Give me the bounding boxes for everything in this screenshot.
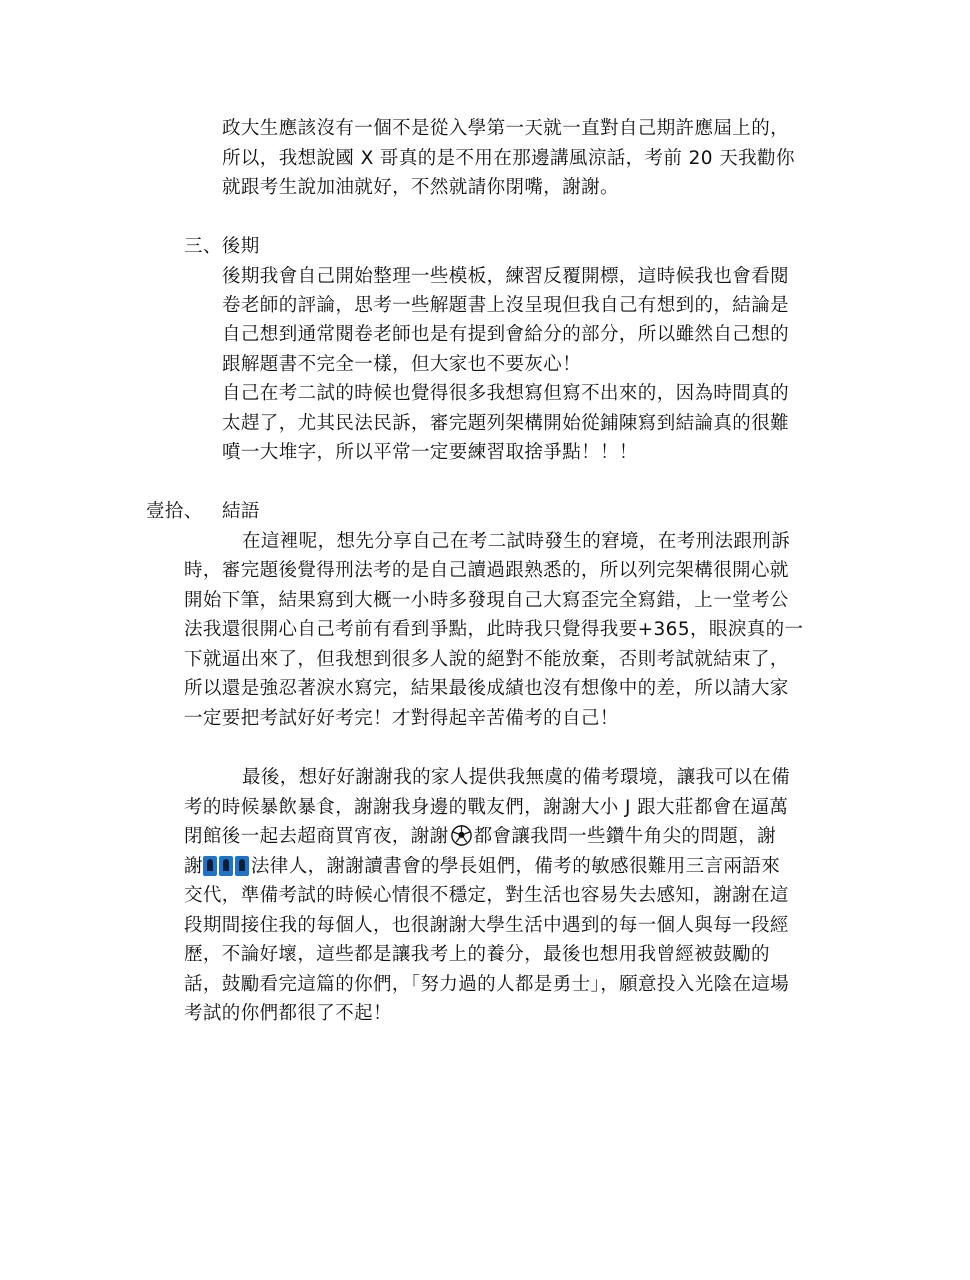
text-segment: 法律人，謝謝讀書會的學長姐們，備考的敏感很難用三言兩語來 [250,856,781,877]
man-icon [203,856,217,876]
text-line: 噴一大堆字，所以平常一定要練習取捨爭點！！！ [222,442,638,463]
text-line: 法我還很開心自己考前有看到爭點，此時我只覺得我要+365，眼淚真的一 [184,619,804,640]
section-title: 結語 [222,501,260,522]
man-icon [219,856,233,876]
text-line: 話，鼓勵看完這篇的你們，「努力過的人都是勇士」，願意投入光陰在這場 [184,974,790,995]
text-line: 卷老師的評論，思考一些解題書上沒呈現但我自己有想到的，結論是 [222,295,790,316]
text-line: 時，審完題後覺得刑法考的是自己讀過跟熟悉的，所以列完架構很開心就 [184,560,789,581]
text-line: 交代，準備考試的時候心情很不穩定，對生活也容易失去感知，謝謝在這 [184,885,789,906]
text-line: 歷，不論好壞，這些都是讓我考上的養分，最後也想用我曾經被鼓勵的 [184,944,770,965]
section-heading: 三、後期 [184,236,260,257]
text-line [184,822,776,852]
text-line: 一定要把考試好好考完！才對得起辛苦備考的自己！ [184,708,619,729]
text-line: 下就逼出來了，但我想到很多人說的絕對不能放棄，否則考試就結束了， [184,649,789,670]
text-line: 自己在考二試的時候也覺得很多我想寫但寫不出來的，因為時間真的 [222,383,790,404]
text-line: 所以還是強忍著淚水寫完，結果最後成績也沒有想像中的差，所以請大家 [184,678,789,699]
text-line: 在這裡呢，想先分享自己在考二試時發生的窘境，在考刑法跟刑訴 [242,531,791,552]
text-segment: 都會讓我問一些鑽牛角尖的問題，謝 [473,826,777,847]
text-line: 太趕了，尤其民法民訴，審完題列架構開始從鋪陳寫到結論真的很難 [222,413,790,434]
text-line: 跟解題書不完全一樣，但大家也不要灰心！ [222,354,582,375]
text-line: 開始下筆，結果寫到大概一小時多發現自己大寫歪完全寫錯，上一堂考公 [184,590,789,611]
text-line: 自己想到通常閱卷老師也是有提到會給分的部分，所以雖然自己想的 [222,324,790,345]
text-line: 最後，想好好謝謝我的家人提供我無虞的備考環境，讓我可以在備 [242,767,791,788]
text-line: 考的時候暴飲暴食，謝謝我身邊的戰友們，謝謝大小 J 跟大莊都會在逼萬 [184,797,789,818]
text-line: 段期間接住我的每個人，也很謝謝大學生活中遇到的每一個人與每一段經 [184,915,789,936]
text-line [184,852,780,882]
text-segment: 謝 [184,856,203,877]
section-number: 壹拾、 [146,501,203,522]
soccer-ball-icon [451,825,472,846]
text-segment: 閉館後一起去超商買宵夜，謝謝 [184,826,449,847]
text-line: 後期我會自己開始整理一些模板，練習反覆開標，這時候我也會看閱 [222,266,790,287]
text-line: 考試的你們都很了不起！ [184,1003,392,1024]
man-icon [235,856,249,876]
text-line: 就跟考生說加油就好，不然就請你閉嘴，謝謝。 [222,177,619,198]
text-line: 所以，我想說國 X 哥真的是不用在那邊講風涼話，考前 20 天我勸你 [222,148,795,169]
text-line: 政大生應該沒有一個不是從入學第一天就一直對自己期許應屆上的， [222,118,790,139]
